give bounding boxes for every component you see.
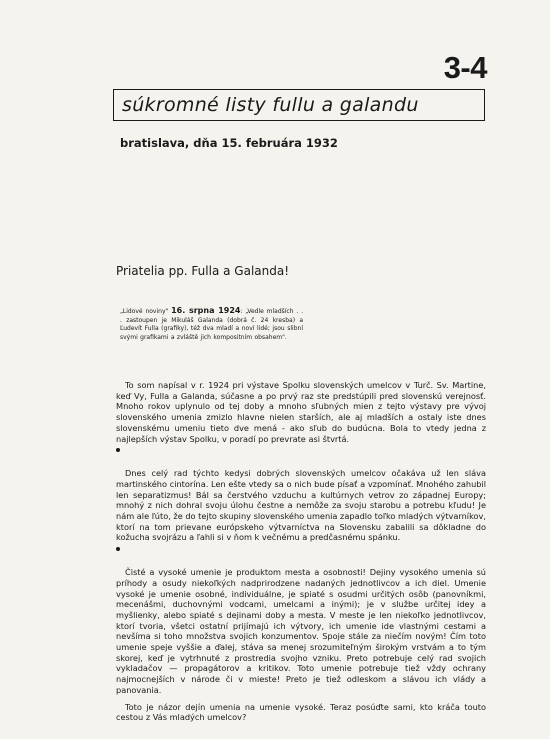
- masthead-box: [113, 89, 485, 121]
- salutation: Priatelia pp. Fulla a Galanda!: [116, 264, 290, 278]
- paragraph: Toto je názor dejín umenia na umenie vysoké. Teraz posúďte sami, kto kráča touto cestou z Vás mladých umelcov?: [116, 701, 486, 723]
- quote-source: „Lidové noviny": [120, 308, 169, 315]
- section-bullet: [116, 444, 486, 468]
- dateline: bratislava, dňa 15. februára 1932: [120, 136, 338, 150]
- paragraph: To som napísal v r. 1924 pri výstave Spolku slovenských umelcov v Turč. Sv. Martine, keď Vy, Fulla a Galanda, súčasne a po prvý raz ste predstúpili pred slovenskú verejnosť. Mnoho rokov uplynulo od tej doby a mnoho sľubných mien z tejto výstavy pre vývoj slovenského umenia zmizlo hlavne nielen starších, ale aj mladších a ostaly iste dnes slovenskému umeniu tieto dve mená - ako sľub do budúcna. Bola to vtedy jedna z najlepších výstav Spolku, v poradí po prevrate asi štvrtá.: [116, 380, 486, 444]
- masthead-title: súkromné listy fullu a galandu: [122, 94, 419, 116]
- quote-text: : „Vedle mladších . . . zastoupen je Mikuláš Galanda (dobrá č. 24 kresba) a Ľudevít Fulla (grafiky), též dva mladí a noví lidé; jsou slibní svými grafikami a zvláště jich kompositním obsahem".: [120, 308, 303, 341]
- section-bullet: [116, 543, 486, 567]
- issue-number: 3-4: [443, 50, 487, 85]
- letter-body: [116, 380, 486, 723]
- paragraph: Dnes celý rad týchto kedysi dobrých slovenských umelcov očakáva už len sláva martinského cintorína. Len ešte vtedy sa o nich bude písať a vzpomínať. Mnohého zahubil len separatizmus! Bál sa čerstvého vzduchu a kultúrnych vetrov zo západnej Europy; mnohý z nich dohral svoju úlohu čestne a nemôže za svoju starobu a potrebu kľudu! Je nám ale ľúto, že do tejto skupiny slovenského umenia zapadlo toľko mladých výtvarníkov, ktorí na tom prievane európskeho výtvarníctva na Slovensku zabalili sa dôkladne do kožucha svojrázu a ľahli si v ňom k večnému a predčasnému spánku.: [116, 468, 486, 543]
- epigraph-quote: [120, 307, 303, 342]
- paragraph: Čisté a vysoké umenie je produktom mesta a osobnosti! Dejiny vysokého umenia sú príhody a osudy niekoľkých nadprirodzene nadaných jednotlivcov a ich diel. Umenie vysoké je umenie osobné, individuálne, je spiaté s osudmi určitých osôb (panovníkmi, mecenášmi, duchovnými vodcami, umelcami a inými); je v službe určitej idey a myšlienky, alebo spiaté s dejinami doby a mesta. V meste je len niekoľko jednotlivcov, ktorí tvoria, všetci ostatní prijímajú ich výtvory, ich umenie ide vlastnými cestami a nevšíma si toho množstva svojich konzumentov. Spoje stále za niečím novým! Čím toto umenie speje vyššie a ďalej, stáva sa menej srozumiteľným širokým vrstvám a to tým skorej, keď je vytrhnuté z prostredia svojho vzniku. Preto potrebuje celý rad svojich vykladačov — propagátorov a kritikov. Toto umenie potrebuje tiež vždy ochrany najmocnejších v národe či v mieste! Preto je tiež odleskom a slávou ich vlády a panovania.: [116, 567, 486, 695]
- quote-date: 16. srpna 1924: [171, 306, 241, 315]
